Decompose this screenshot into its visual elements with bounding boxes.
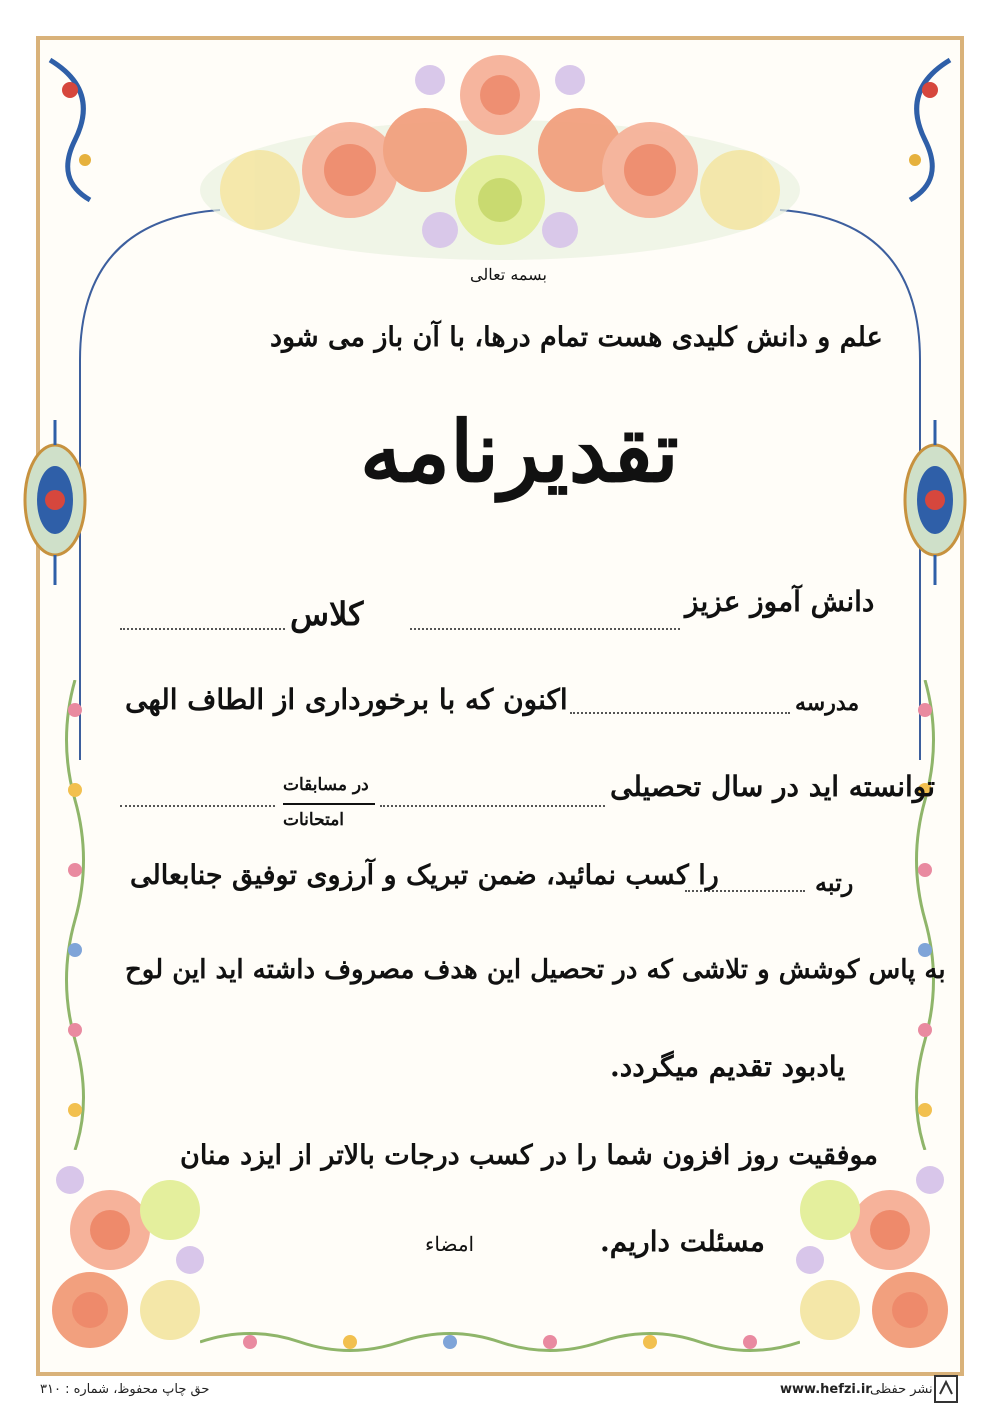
line8-text: مسئلت داریم. bbox=[600, 1225, 765, 1258]
signature-label: امضاء bbox=[425, 1232, 475, 1256]
school-field[interactable] bbox=[570, 712, 790, 714]
bottom-left-flowers-icon bbox=[40, 1140, 240, 1370]
line3-text: توانسته اید در سال تحصیلی bbox=[610, 770, 936, 803]
bottom-vine-icon bbox=[200, 1325, 800, 1359]
corner-ornament-left-icon bbox=[40, 50, 110, 210]
option-divider bbox=[283, 803, 375, 805]
rank-label: رتبه bbox=[815, 868, 854, 897]
basmala: بسمه تعالی bbox=[470, 265, 547, 284]
line5-text: به پاس کوشش و تلاشی که در تحصیل این هدف مصروف داشته اید این لوح bbox=[125, 955, 946, 985]
top-flower-bouquet-icon bbox=[190, 40, 810, 270]
line6-text: یادبود تقدیم میگردد. bbox=[610, 1050, 846, 1083]
school-year-field[interactable] bbox=[380, 805, 605, 807]
student-label: دانش آموز عزیز bbox=[685, 585, 875, 618]
school-label: مدرسه bbox=[795, 690, 860, 716]
class-label: کلاس bbox=[290, 595, 364, 633]
bottom-right-flowers-icon bbox=[760, 1140, 960, 1370]
right-vine-icon bbox=[908, 680, 942, 1150]
line7-text: موفقیت روز افزون شما را در کسب درجات بالاتر از ایزد منان bbox=[180, 1140, 878, 1171]
verse: علم و دانش کلیدی هست تمام درها، با آن باز می شود bbox=[270, 322, 883, 353]
medallion-left-icon bbox=[20, 410, 90, 590]
medallion-right-icon bbox=[900, 410, 970, 590]
website-link[interactable]: www.hefzi.ir bbox=[780, 1382, 872, 1397]
competition-field[interactable] bbox=[120, 805, 275, 807]
publisher-logo-icon bbox=[933, 1374, 959, 1404]
certificate-title: تقدیرنامه bbox=[360, 402, 679, 501]
line4-text: را کسب نمائید، ضمن تبریک و آرزوی توفیق جنابعالی bbox=[130, 860, 719, 891]
publisher-name: نشر حفظی bbox=[870, 1382, 933, 1397]
corner-ornament-right-icon bbox=[890, 50, 960, 210]
left-vine-icon bbox=[58, 680, 92, 1150]
copyright-notice: حق چاپ محفوظ، شماره : ۳۱۰ bbox=[40, 1382, 210, 1397]
option-competitions: در مسابقات bbox=[283, 775, 369, 795]
student-name-field[interactable] bbox=[410, 628, 680, 630]
line2-text: اکنون که با برخورداری از الطاف الهی bbox=[125, 683, 568, 716]
class-field[interactable] bbox=[120, 628, 285, 630]
option-exams: امتحانات bbox=[283, 810, 345, 830]
